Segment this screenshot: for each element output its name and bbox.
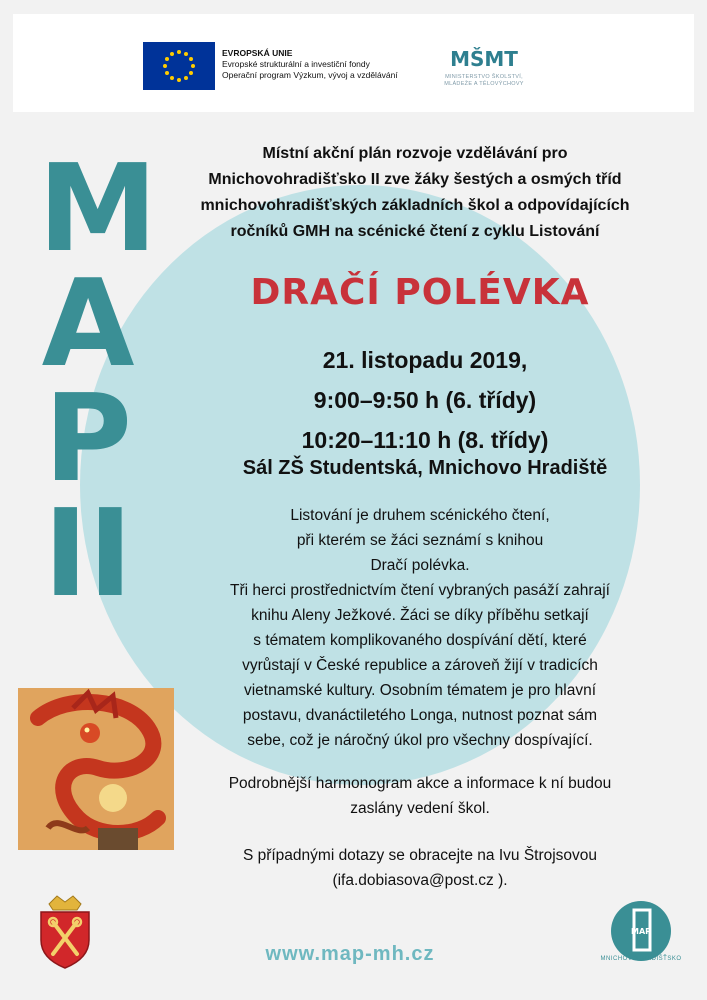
- description-line: knihu Aleny Ježkové. Žáci se díky příběhu setkají: [251, 607, 589, 624]
- description-line: Tři herci prostřednictvím čtení vybraných pasáží zahrají: [230, 582, 610, 599]
- description-line: vyrůstají v České republice a zároveň žijí v tradicích: [242, 657, 598, 674]
- time-line-6: 9:00–9:50 h (6. třídy): [313, 387, 537, 413]
- intro-line: ročníků GMH na scénické čtení z cyklu Listování: [230, 223, 600, 240]
- msmt-line: MINISTERSTVO ŠKOLSTVÍ,: [445, 74, 523, 80]
- intro-line: mnichovohradišťských základních škol a odpovídajících: [200, 197, 630, 214]
- event-title: DRAČÍ POLÉVKA: [250, 272, 590, 313]
- msmt-text: [434, 74, 534, 88]
- contact-line: S případnými dotazy se obracejte na Ivu Štrojsovou: [242, 847, 598, 864]
- description-line: vietnamské kultury. Osobním tématem je pro hlavní: [243, 682, 597, 699]
- time-line-8: 10:20–11:10 h (8. třídy): [301, 427, 549, 453]
- contact-email[interactable]: (ifa.dobiasova@post.cz ).: [332, 872, 508, 889]
- map-letter-p: P: [44, 370, 132, 509]
- schedule-line: zaslány vedení škol.: [350, 800, 490, 817]
- description-line: s tématem komplikovaného dospívání dětí, které: [253, 632, 587, 649]
- schedule-note: [180, 771, 660, 821]
- eu-text: [222, 48, 398, 81]
- dragon-illustration: [18, 688, 174, 850]
- description-line: Dračí polévka.: [370, 557, 470, 574]
- eu-flag-icon: [143, 42, 215, 90]
- coat-of-arms-icon: [35, 890, 95, 970]
- eu-line: EVROPSKÁ UNIE: [222, 48, 293, 58]
- event-venue: Sál ZŠ Studentská, Mnichovo Hradiště: [242, 457, 608, 479]
- description-text: [180, 503, 660, 753]
- msmt-logo-text: MŠMT: [450, 47, 518, 71]
- description-line: postavu, dvanáctiletého Longa, nutnost poznat sám: [242, 707, 598, 724]
- contact-note: [180, 843, 660, 893]
- map-letter-ii: II: [43, 485, 133, 624]
- description-line: sebe, což je náročný úkol pro všechny dospívající.: [247, 732, 593, 749]
- schedule-line: Podrobnější harmonogram akce a informace k ní budou: [228, 775, 612, 792]
- description-line: Listování je druhem scénického čtení,: [290, 507, 550, 524]
- map-badge-label: MAP: [630, 927, 652, 936]
- map-badge-icon: [610, 900, 672, 962]
- intro-line: Mnichovohradišťsko II zve žáky šestých a osmých tříd: [208, 171, 622, 188]
- intro-text: [155, 141, 675, 245]
- map-letter-a: A: [41, 255, 135, 394]
- eu-line: Operační program Výzkum, vývoj a vzdělávání: [222, 70, 398, 80]
- event-datetime: [145, 340, 705, 460]
- map-badge-caption: MNICHOVOHRADIŠŤSKO: [600, 956, 682, 962]
- eu-line: Evropské strukturální a investiční fondy: [222, 59, 370, 69]
- msmt-line: MLÁDEŽE A TĚLOVÝCHOVY: [444, 81, 524, 87]
- map-letter-m: M: [38, 140, 158, 279]
- website-link[interactable]: www.map-mh.cz: [265, 943, 435, 965]
- intro-line: Místní akční plán rozvoje vzdělávání pro: [262, 145, 568, 162]
- date-line: 21. listopadu 2019,: [322, 347, 528, 373]
- description-line: při kterém se žáci seznámí s knihou: [296, 532, 544, 549]
